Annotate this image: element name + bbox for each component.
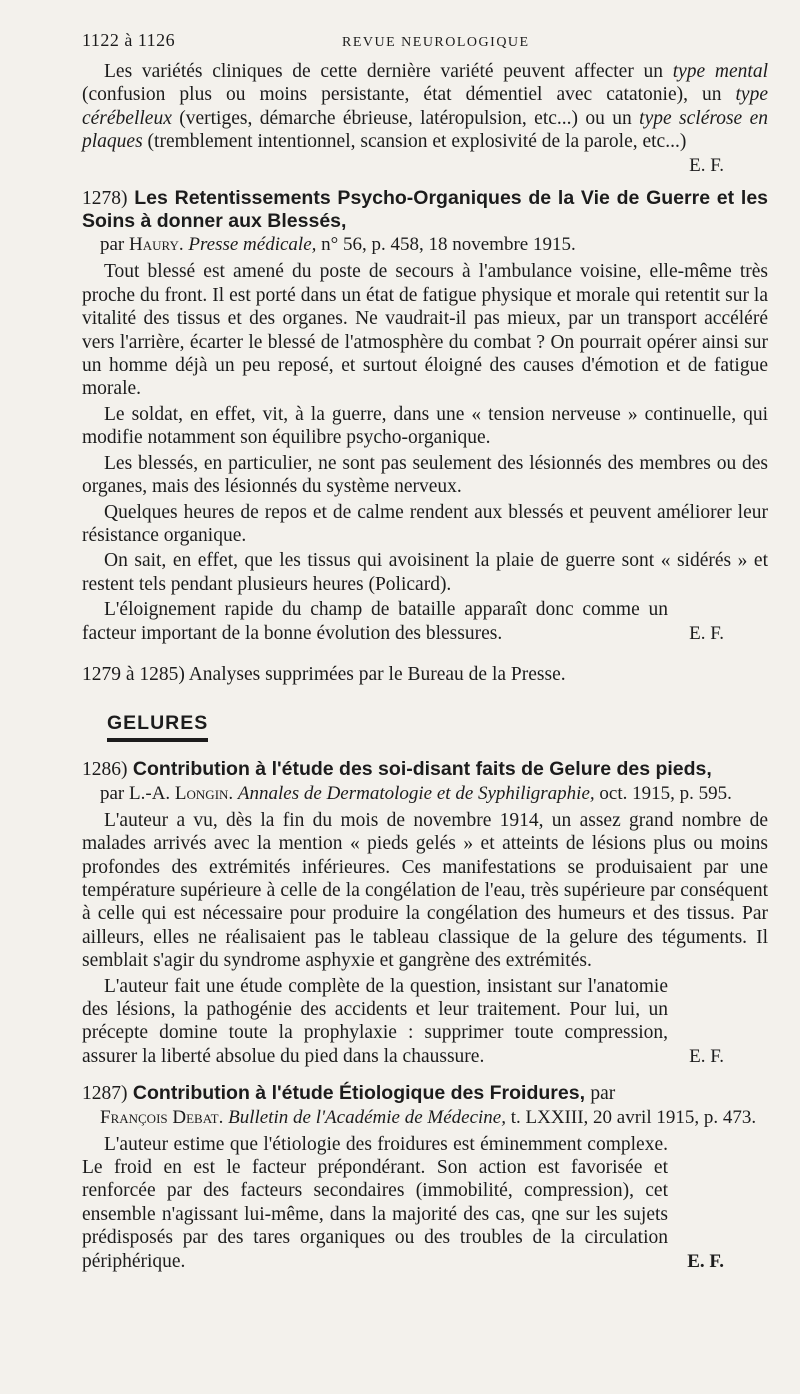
byline: François Debat. Bulletin de l'Académie de Médecine, t. LXXIII, 20 avril 1915, p. 473. <box>100 1106 757 1128</box>
italic-term: type mental <box>672 61 768 82</box>
italic-term: type sclérose en plaques <box>82 107 768 153</box>
body-paragraph: Tout blessé est amené du poste de secours à l'ambulance voisine, elle-même très proche du front. Il est porté dans un état de fatigue physique et morale qui retentit sur la vitalité des tissus et des organes. Ne vaudrait-il pas mieux, par un transport accéléré vers l'arrière, écarter le blessé de l'atmosphère du combat ? On pourrait opérer ainsi sur un homme déjà un peu reposé, et surtout éloigné des causes d'émotion et de fatigue morale. <box>82 261 768 400</box>
by-word: par <box>590 1083 616 1105</box>
text-run: (confusion plus ou moins persistante, état démentiel avec catatonie), un <box>82 84 736 106</box>
text-run: (tremblement intentionnel, scansion et explosivité de la parole, etc...) <box>142 131 687 153</box>
title-text: Contribution à l'étude des soi-disant faits de Gelure des pieds, <box>132 758 712 781</box>
source-ref: oct. 1915, p. 595. <box>599 782 732 804</box>
source-journal: Presse médicale, <box>188 234 317 256</box>
title-text: Les Retentissements Psycho-Organiques de la Vie de Guerre et les Soins à donner aux Blessés, <box>82 186 769 233</box>
entry-number: 1278) <box>82 187 128 209</box>
body-paragraph: L'éloignement rapide du champ de bataille apparaît donc comme un facteur important de la bonne évolution des blessures. <box>82 599 668 644</box>
entry-number: 1287) <box>82 1083 128 1105</box>
abstract-1286 <box>82 758 768 1068</box>
signature: E. F. <box>689 622 724 644</box>
suppressed-notice <box>82 663 768 686</box>
by-word: par <box>100 782 125 804</box>
entry-title <box>82 187 768 234</box>
body-paragraph: Les blessés, en particulier, ne sont pas seulement des lésionnés des membres ou des organes, mais des lésionnés du système nerveux. <box>82 452 768 498</box>
section-heading: GELURES <box>107 712 208 742</box>
body-paragraph: Quelques heures de repos et de calme rendent aux blessés et peuvent améliorer leur résistance organique. <box>82 501 768 546</box>
body-paragraph: L'auteur a vu, dès la fin du mois de novembre 1914, un assez grand nombre de malades arrivés avec la mention « pieds gelés » et atteints de lésions plus ou moins profondes des extrémités inférieures. Ces manifestations se produisaient par une température supérieure à celle de la congélation de l'eau, très supérieure par conséquent à celle qui est nécessaire pour produire la congélation des humeurs et des tissus. Par ailleurs, elles ne réalisaient pas le tableau classique de la gelure des téguments. Il semblait s'agir du syndrome asphyxie et gangrène des extrémités. <box>82 809 768 972</box>
title-text: Contribution à l'étude Étiologique des Froidures, <box>132 1082 585 1105</box>
entry-title <box>82 1082 768 1105</box>
signature: E. F. <box>689 1046 724 1068</box>
journal-title: REVUE NEUROLOGIQUE <box>342 35 530 50</box>
abstract-1278 <box>82 187 768 645</box>
page-range: 1122 à 1126 <box>82 30 176 50</box>
byline: par Haury. Presse médicale, n° 56, p. 458, 18 novembre 1915. <box>100 234 576 256</box>
by-word: par <box>100 234 125 256</box>
byline: par L.-A. Longin. Annales de Dermatologie et de Syphiligraphie, oct. 1915, p. 595. <box>100 782 732 804</box>
signature: E. F. <box>689 154 724 176</box>
entry-title <box>82 758 768 781</box>
author: L.-A. Longin <box>129 782 229 804</box>
abstract-1287 <box>82 1082 768 1273</box>
body-paragraph: L'auteur fait une étude complète de la question, insistant sur l'anatomie des lésions, la pathogénie des accidents et leur traitement. Pour lui, un précepte domine toute la prophylaxie : supprimer toute compression, assurer la liberté absolue du pied dans la chaussure. <box>82 975 668 1067</box>
source-journal: Annales de Dermatologie et de Syphiligraphie, <box>237 782 595 804</box>
body-paragraph: L'auteur estime que l'étiologie des froidures est éminemment complexe. Le froid en est le facteur prépondérant. Son action est favorisée et renforcée par des facteurs secondaires (immobilité, compression), cet ensemble n'agissant lui-même, dans la majorité des cas, qne sur les sujets prédisposés par des tares organiques ou des troubles de la circulation périphérique. <box>82 1133 668 1272</box>
source-ref: n° 56, p. 458, 18 novembre 1915. <box>321 234 576 256</box>
carryover-paragraph <box>82 60 768 154</box>
carryover-abstract <box>82 60 768 177</box>
body-paragraph: On sait, en effet, que les tissus qui avoisinent la plaie de guerre sont « sidérés » et restent tels pendant plusieurs heures (Policard). <box>82 550 768 595</box>
running-header <box>82 30 768 60</box>
body-paragraph: Le soldat, en effet, vit, à la guerre, dans une « tension nerveuse » continuelle, qui modifie notamment son équilibre psycho-organique. <box>82 403 768 449</box>
author: François Debat <box>100 1106 219 1128</box>
text-run: (vertiges, démarche ébrieuse, latéropulsion, etc...) ou un <box>171 107 640 129</box>
section-heading-wrap <box>82 712 768 742</box>
entry-number: 1286) <box>82 759 128 781</box>
notice-text: Analyses supprimées par le Bureau de la Presse. <box>188 663 566 685</box>
signature: E. F. <box>687 1251 724 1273</box>
author: Haury <box>129 234 179 256</box>
italic-term: type cérébelleux <box>82 84 768 129</box>
text-run: Les variétés cliniques de cette dernière variété peuvent affecter un <box>104 61 673 82</box>
source-journal: Bulletin de l'Académie de Médecine, <box>228 1106 506 1128</box>
entry-range: 1279 à 1285) <box>82 663 185 685</box>
source-ref: t. LXXIII, 20 avril 1915, p. 473. <box>510 1106 757 1128</box>
